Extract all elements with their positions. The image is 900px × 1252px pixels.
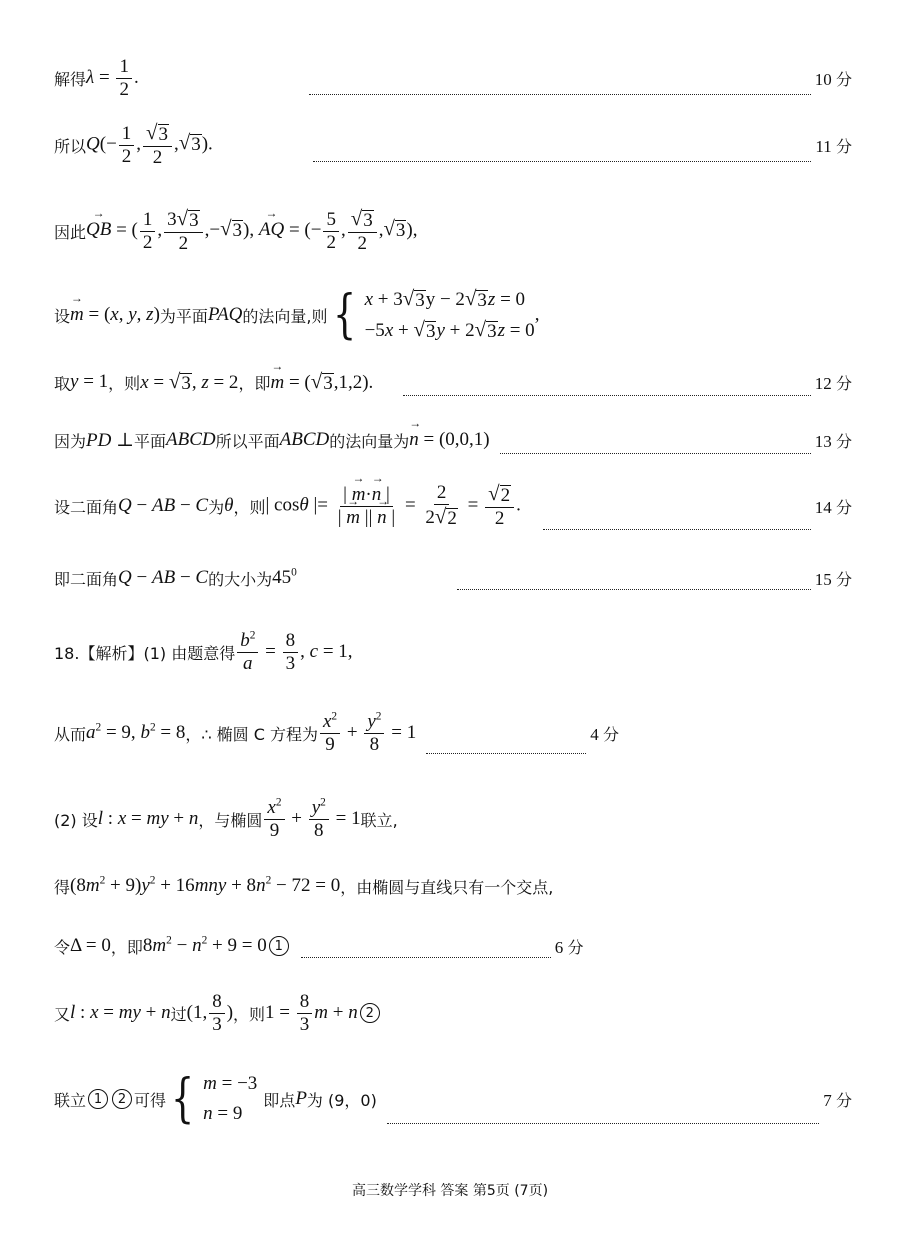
- text: ，即: [110, 937, 143, 957]
- text: 平面: [133, 431, 166, 451]
- line-discriminant: 令 Δ = 0 ，即 $8m^2 - n^2 + 9 = 0$ 1 6 分: [54, 934, 584, 957]
- line-normal-system: 设 → m = (x, y, z) 为平面 PAQ 的法向量,则 { x + 3 √ 3 y − 2 √ 3 z = 0 −5x + √ 3 y + 2 √ 3 z = 0 ,: [54, 282, 852, 348]
- score-label: 13 分: [814, 431, 852, 451]
- text: 18.【解析】(1) 由题意得: [54, 643, 236, 663]
- dot-leader: [387, 1123, 819, 1124]
- text: 得: [54, 877, 71, 897]
- text: 的法向量为: [329, 431, 410, 451]
- dot-leader: [309, 94, 811, 95]
- line-problem-18: 18.【解析】(1) 由题意得 $\frac{b^2}{a}$ = $\frac{8}{3}$ , c = 1,: [54, 629, 353, 674]
- text: 为: [208, 497, 225, 517]
- text: 设二面角: [54, 497, 119, 517]
- line-quadratic: 得 $(8m^2 + 9)y^2 + 16mny + 8n^2 - 72 = 0$ ，由椭圆与直线只有一个交点,: [54, 874, 554, 897]
- dot-leader: [543, 529, 811, 530]
- text: 可得: [134, 1090, 167, 1110]
- line-take-y: 取 y = 1 ，则 x = √ 3 , z = 2 ，即 → m = ( √ 3 ,1,2). 12 分: [54, 362, 852, 402]
- line-point-q: 所以 Q(− $\frac{1}{2}$ , √ 3 2 , √ 3 ). 11 分: [54, 120, 852, 168]
- score-label: 11 分: [815, 136, 852, 156]
- score-label: 10 分: [814, 69, 852, 89]
- text: 联立: [54, 1090, 87, 1110]
- line-solve-system: 联立 1 2 可得 { m = −3 n = 9 即点 P 为 (9，0) 7 分: [54, 1069, 852, 1129]
- line-solve-lambda: 解得 λ = $\frac{1}{2}$ . 10 分: [54, 55, 852, 100]
- dot-leader: [313, 161, 812, 162]
- score-label: 7 分: [823, 1090, 852, 1110]
- circled-one-icon: 1: [269, 936, 289, 956]
- text: 设: [54, 306, 71, 326]
- text: 的法向量,则: [242, 306, 328, 326]
- circled-two-icon: 2: [112, 1089, 132, 1109]
- text: ，与椭圆: [198, 810, 263, 830]
- score-label: 14 分: [814, 497, 852, 517]
- score-label: 4 分: [590, 724, 619, 744]
- text: ，则: [233, 1004, 266, 1024]
- text: 联立,: [360, 810, 398, 830]
- text: 解得: [54, 69, 87, 89]
- text: 为平面: [159, 306, 208, 326]
- text: 从而: [54, 724, 87, 744]
- text: ，即: [238, 373, 271, 393]
- line-dihedral-angle: 即二面角 Q − AB − C 的大小为 $45^0$ 15 分: [54, 566, 852, 589]
- dot-leader: [457, 589, 811, 590]
- line-cos-theta: 设二面角 Q − AB − C 为 θ ，则 | cosθ |= $\frac{| \to m\cdot\to n |}{| \to m || \to n |}$ = 2 2 √ 2 = √ 2 2 . 14 分: [54, 476, 852, 536]
- text: 所以: [54, 136, 87, 156]
- score-label: 15 分: [814, 569, 852, 589]
- line-ellipse-equation: 从而 $a^2 = 9$, $b^2 = 8$ ，∴ 椭圆 C 方程为 $\frac{x^2}{9}$ + $\frac{y^2}{8}$ = 1 4 分: [54, 710, 619, 755]
- page-footer: 高三数学学科 答案 第5页 (7页): [351, 1183, 549, 1199]
- score-label: 12 分: [814, 373, 852, 393]
- dot-leader: [403, 395, 810, 396]
- text: ，∴ 椭圆 C 方程为: [185, 724, 318, 744]
- line-through-point: 又 l : x = my + n 过 (1, $\frac{8}{3}$ ) ，则 1 = $\frac{8}{3}$ m + n 2: [54, 988, 852, 1038]
- text: 取: [54, 373, 71, 393]
- dot-leader: [426, 753, 586, 754]
- text: 即点: [263, 1090, 296, 1110]
- circled-two-icon: 2: [360, 1003, 380, 1023]
- text: 令: [54, 937, 71, 957]
- text: ，则: [108, 373, 141, 393]
- text: 因此: [54, 222, 87, 242]
- text: 即二面角: [54, 569, 119, 589]
- text: ，由椭圆与直线只有一个交点,: [340, 877, 554, 897]
- circled-one-icon: 1: [88, 1089, 108, 1109]
- dot-leader: [500, 453, 811, 454]
- text: 的大小为: [208, 569, 273, 589]
- text: 因为: [54, 431, 87, 451]
- score-label: 6 分: [554, 937, 584, 957]
- text: ，则: [233, 497, 266, 517]
- text: 又: [54, 1004, 71, 1024]
- text: (2) 设: [54, 810, 98, 830]
- line-vectors: 因此 → QB = ( $\frac{1}{2}$ , 3 √ 3 2 ,− √ 3 ), → AQ = (− $\frac{5}{2}$ , √ 3 2 , √ 3 ),: [54, 208, 852, 254]
- text: 为 (9，0): [306, 1090, 377, 1110]
- dot-leader: [301, 957, 551, 958]
- line-part-2: (2) 设 l : x = my + n ，与椭圆 $\frac{x^2}{9}$ + $\frac{y^2}{8}$ = 1 联立,: [54, 796, 398, 841]
- line-pd-perp: 因为 PD ⊥ 平面 ABCD 所以平面 ABCD 的法向量为 → n = (0,0,1) 13 分: [54, 420, 852, 460]
- text: 过: [170, 1004, 187, 1024]
- text: 所以平面: [215, 431, 280, 451]
